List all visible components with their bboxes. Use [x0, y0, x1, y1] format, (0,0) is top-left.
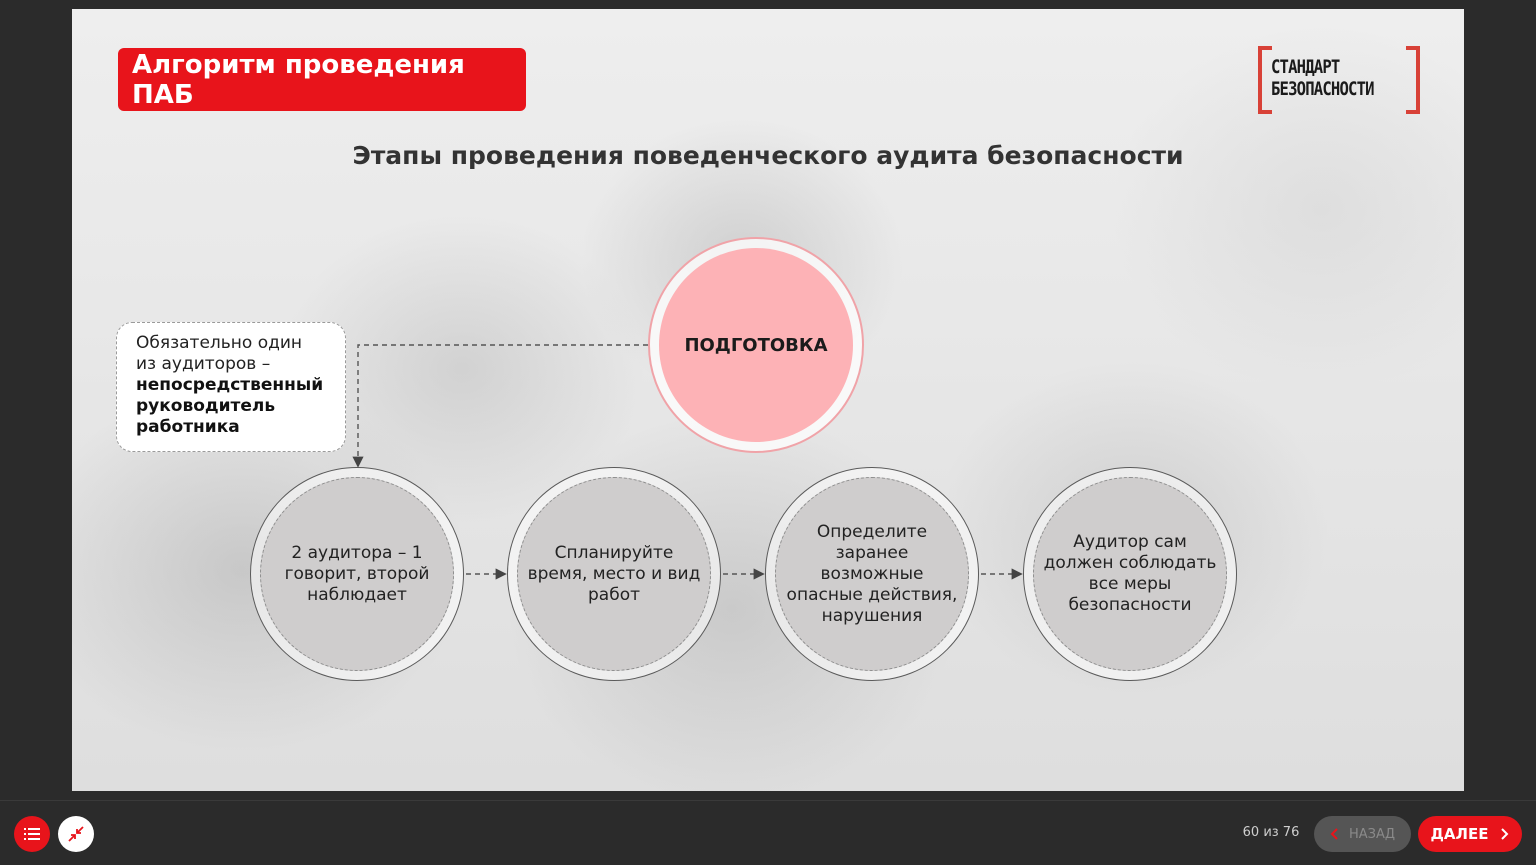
logo-line-1: СТАНДАРТ [1271, 56, 1340, 78]
prep-label: ПОДГОТОВКА [659, 248, 853, 442]
next-button-label: ДАЛЕЕ [1430, 825, 1489, 843]
step-label: Спланируйте время, место и вид работ [517, 477, 711, 671]
auditor-note [116, 322, 346, 452]
slide [72, 9, 1464, 791]
step-circle [507, 467, 721, 681]
exit-fullscreen-button[interactable] [58, 816, 94, 852]
step-label: Аудитор сам должен соблюдать все меры безопасности [1033, 477, 1227, 671]
slide-subtitle: Этапы проведения поведенческого аудита безопасности [352, 141, 1184, 170]
connector-prep-to-step1 [358, 345, 648, 465]
step-label: 2 аудитора – 1 говорит, второй наблюдает [260, 477, 454, 671]
step-circle [1023, 467, 1237, 681]
chevron-left-icon [1330, 828, 1339, 840]
list-icon [24, 827, 40, 841]
step-circle [250, 467, 464, 681]
step-circle [765, 467, 979, 681]
back-button-label: НАЗАД [1348, 826, 1396, 842]
chevron-right-icon [1500, 828, 1509, 840]
note-bold-line: руководитель [136, 396, 276, 416]
step-label: Определите заранее возможные опасные действия, нарушения [775, 477, 969, 671]
note-bold-line: работника [136, 417, 240, 437]
note-bold-line: непосредственный [136, 375, 324, 395]
collapse-icon [68, 826, 84, 842]
menu-button[interactable] [14, 816, 50, 852]
back-button[interactable] [1314, 816, 1411, 852]
slide-title: Алгоритм проведения ПАБ [118, 48, 526, 111]
player-bottom-bar [0, 800, 1536, 865]
next-button[interactable] [1418, 816, 1522, 852]
logo-line-2: БЕЗОПАСНОСТИ [1271, 78, 1374, 100]
note-line: Обязательно один [136, 333, 303, 353]
page-counter: 60 из 76 [1242, 825, 1300, 840]
prep-circle [648, 237, 864, 453]
note-line: из аудиторов – [136, 354, 271, 374]
